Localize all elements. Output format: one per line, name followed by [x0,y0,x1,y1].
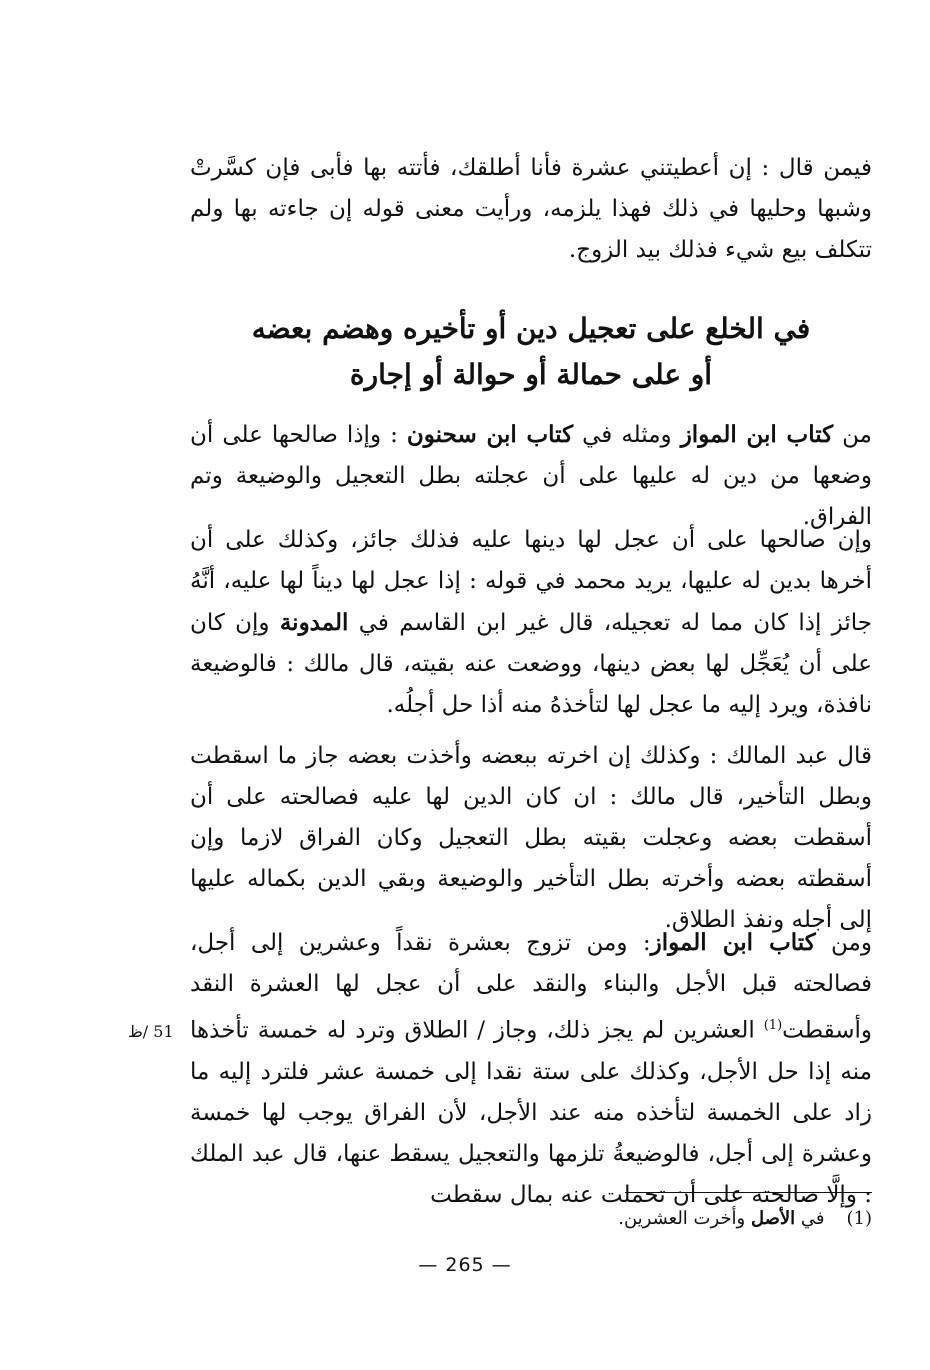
p1-lead: من [833,422,872,448]
footnote-reference: (1) [763,1018,783,1033]
footnote-bold-term: الأصل [750,1208,796,1229]
footnote-separator [625,1192,872,1193]
heading-line-2: أو على حمالة أو حوالة أو إجارة [349,358,713,391]
margin-folio-reference: 51 /ظ [128,1022,174,1041]
footnote [190,1204,872,1234]
footnote-rest: وأخرت العشرين. [618,1208,751,1229]
book-title-ibn-sahnun: كتاب ابن سحنون [406,421,574,448]
book-title-ibn-mawaz-2: كتاب ابن المواز [650,929,816,956]
paragraph-3-text: قال عبد المالك : وكذلك إن اخرته ببعضه وأخذت بعضه جاز ما اسقطت وبطل التأخير، قال مالك : ان كان الدين لها عليه فصالحته على أن أسقطت بعضه وعجلت بقيته بطل التعجيل وكان الفراق لازما وإن أسقطته بعضه وأخرته بطل التأخير والوضيعة وبقي الدين بكماله عليها إلى أجله ونفذ الطلاق. [190,743,872,933]
p2-lead: وإن صالحها على أن عجل لها دينها عليه فذلك جائز، وكذلك على أن أخرها بدين له عليها، يريد محمد في قوله : إذا عجل لها ديناً لها عليه، أنَّهُ جائز إذا كان مما له تعجيله، قال غير ابن القاسم في [190,527,873,636]
paragraph-3 [190,736,872,941]
paragraph-2 [190,520,872,726]
heading-line-1: في الخلع على تعجيل دين أو تأخيره وهضم بعضه [251,312,811,345]
book-title-mudawwana: المدونة [279,609,349,636]
intro-paragraph [190,148,872,271]
paragraph-4-text [190,922,872,1216]
paragraph-2-text [190,520,872,726]
p4-lead: ومن [815,930,872,956]
book-title-ibn-mawaz: كتاب ابن المواز [680,421,834,448]
footnote-lead: في [795,1208,825,1229]
paragraph-4 [190,922,872,1216]
page-number: — 265 — [418,1254,512,1276]
p4-part1: : ومن تزوج بعشرة نقداً وعشرين إلى أجل، فصالحته قبل الأجل والبناء والنقد على أن عجل لها العشرة النقد وأسقطت [190,930,872,1044]
p2-rest: وإن كان على أن يُعَجِّل لها بعض دينها، ووضعت عنه بقيته، قال مالك : فالوضيعة نافذة، ويرد إليه ما عجل لها لتأخذهُ منه أذا حل أجلُه. [190,610,872,718]
p4-part2: العشرين لم يجز ذلك، وجاز / الطلاق وترد له خمسة تأخذها منه إذا حل الأجل، وكذلك على ستة نقدا إلى خمسة عشر فلترد إليه ما زاد على الخمسة لتأخذه منه عند الأجل، لأن الفراق يوجب لها خمسة وعشرة إلى أجل، فالوضيعةُ تلزمها والتعجيل يسقط عنها، قال عبد الملك : وإلَّا صالحته على أن تحملت عنه بمال سقطت [190,1017,872,1208]
p1-mid: ومثله في [573,422,681,448]
p1-rest: : وإذا صالحها على أن وضعها من دين له عليها على أن عجلته بطل التعجيل والوضيعة وتم الفراق. [190,422,872,530]
intro-text: فيمن قال : إن أعطيتني عشرة فأنا أطلقك، فأتته بها فأبى فإن كسَّرتْ وشبها وحليها في ذلك فهذا يلزمه، ورأيت معنى قوله إن جاءته بها ولم تتكلف بيع شيء فذلك بيد الزوج. [190,155,872,263]
section-heading [190,306,872,398]
footnote-number: (1) [846,1208,872,1229]
